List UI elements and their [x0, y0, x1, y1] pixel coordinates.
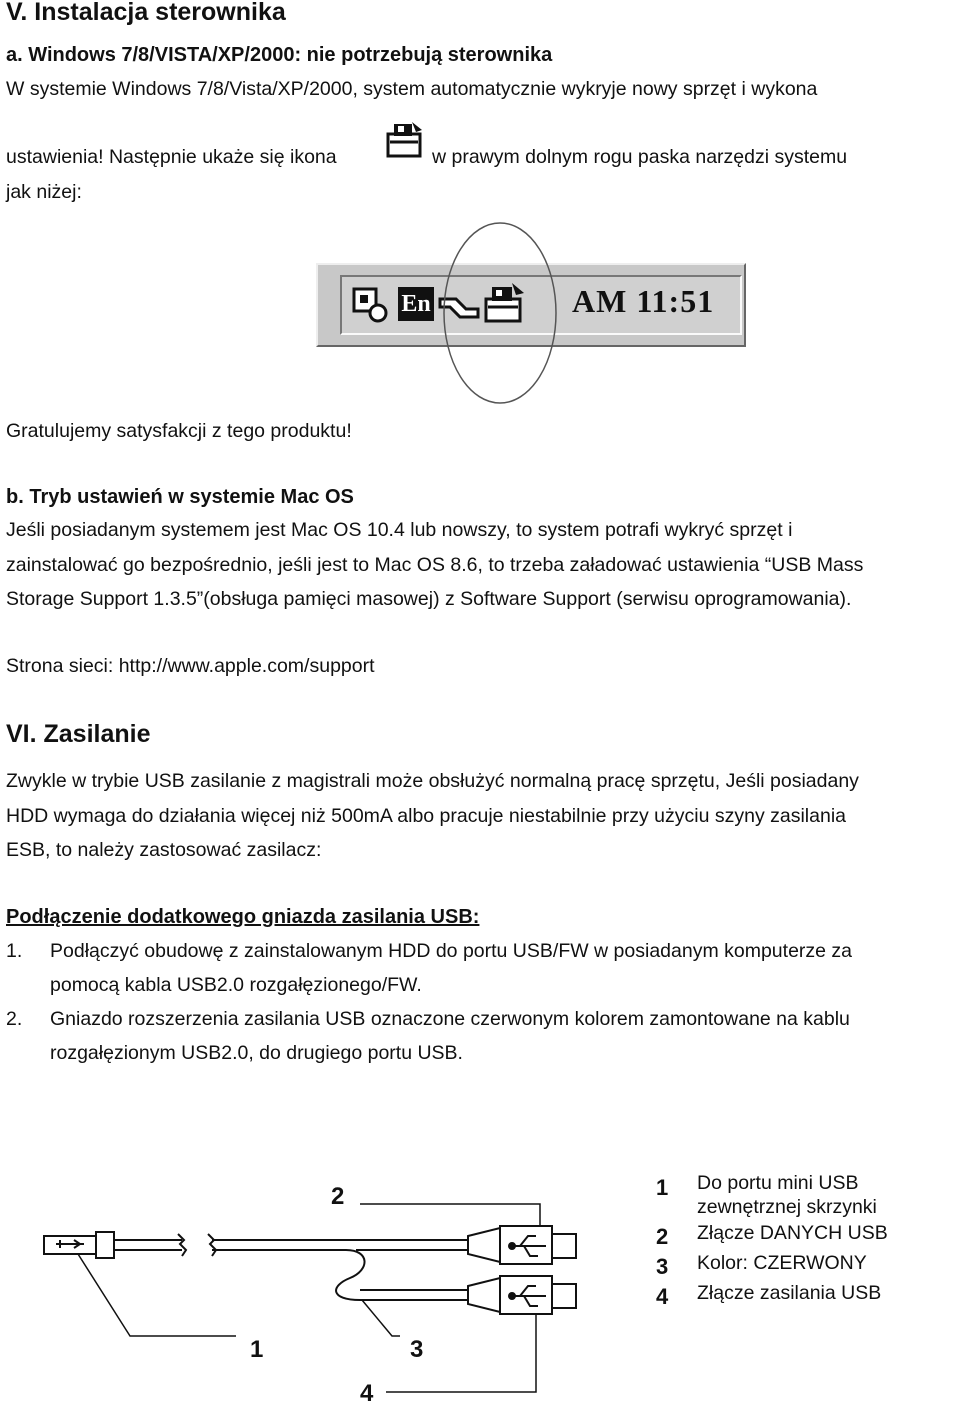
- connection-heading: Podłączenie dodatkowego gniazda zasilania USB:: [6, 906, 480, 928]
- language-indicator[interactable]: En: [398, 287, 434, 321]
- legend-number: 1: [656, 1175, 669, 1200]
- leader-line-4: [386, 1314, 536, 1392]
- paragraph-line: Zwykle w trybie USB zasilanie z magistrali może obsłużyć normalną pracę sprzętu, Jeśli posiadany: [6, 770, 859, 792]
- legend-number: 3: [656, 1254, 669, 1279]
- usb-power-connector-boot: [468, 1278, 500, 1312]
- section-6-title: VI. Zasilanie: [6, 720, 151, 748]
- callout-2: 2: [331, 1183, 345, 1210]
- usb-data-connector-boot: [468, 1228, 500, 1262]
- hardware-tray-icon: [384, 120, 426, 160]
- keyboard-icon: [352, 287, 390, 323]
- paragraph-line: ustawienia! Następnie ukaże się ikona: [6, 146, 337, 168]
- leader-line-2: [360, 1204, 540, 1226]
- paragraph-line: Jeśli posiadanym systemem jest Mac OS 10.4 lub nowszy, to system potrafi wykryć sprzęt i: [6, 519, 793, 541]
- leader-line-3: [362, 1300, 400, 1336]
- paragraph-line: HDD wymaga do działania więcej niż 500mA albo pracuje niestabilnie przy użyciu szyny zasilania: [6, 805, 846, 827]
- support-website-line: Strona sieci: http://www.apple.com/support: [6, 655, 375, 677]
- paragraph-line: ESB, to należy zastosować zasilacz:: [6, 839, 322, 861]
- congrats-line: Gratulujemy satysfakcji z tego produktu!: [6, 420, 352, 442]
- legend-number: 2: [656, 1224, 669, 1249]
- callout-3: 3: [410, 1336, 424, 1363]
- step-text: rozgałęzionym USB2.0, do drugiego portu USB.: [50, 1042, 463, 1064]
- step-text: Gniazdo rozszerzenia zasilania USB oznaczone czerwonym kolorem zamontowane na kablu: [50, 1008, 850, 1030]
- paragraph-line: w prawym dolnym rogu paska narzędzi systemu: [432, 146, 848, 168]
- highlight-circle: [440, 218, 560, 408]
- step-number: 2.: [6, 1008, 23, 1030]
- subsection-b-heading: b. Tryb ustawień w systemie Mac OS: [6, 486, 354, 508]
- paragraph-line: jak niżej:: [6, 181, 82, 203]
- subsection-a-heading: a. Windows 7/8/VISTA/XP/2000: nie potrzebują sterownika: [6, 44, 553, 66]
- legend-text: Złącze DANYCH USB: [697, 1222, 888, 1244]
- legend-text: Do portu mini USB: [697, 1172, 859, 1194]
- paragraph-line: zainstalować go bezpośrednio, jeśli jest to Mac OS 8.6, to trzeba załadować ustawienia “USB Mass: [6, 554, 864, 576]
- step-number: 1.: [6, 940, 23, 962]
- callout-4: 4: [360, 1380, 374, 1407]
- paragraph-line: Storage Support 1.3.5”(obsługa pamięci masowej) z Software Support (serwisu oprogramowania).: [6, 588, 852, 610]
- leader-line-1: [78, 1254, 236, 1336]
- step-text: Podłączyć obudowę z zainstalowanym HDD do portu USB/FW w posiadanym komputerze za: [50, 940, 853, 962]
- step-text: pomocą kabla USB2.0 rozgałęzionego/FW.: [50, 974, 422, 996]
- legend-number: 4: [656, 1284, 669, 1309]
- paragraph-line: W systemie Windows 7/8/Vista/XP/2000, system automatycznie wykryje nowy sprzęt i wykona: [6, 78, 818, 100]
- section-5-title: V. Instalacja sterownika: [6, 0, 286, 26]
- legend-text: Złącze zasilania USB: [697, 1282, 882, 1304]
- callout-1: 1: [250, 1336, 264, 1363]
- legend-text: zewnętrznej skrzynki: [697, 1196, 877, 1218]
- tray-clock[interactable]: AM 11:51: [572, 283, 715, 319]
- legend-text: Kolor: CZERWONY: [697, 1252, 867, 1274]
